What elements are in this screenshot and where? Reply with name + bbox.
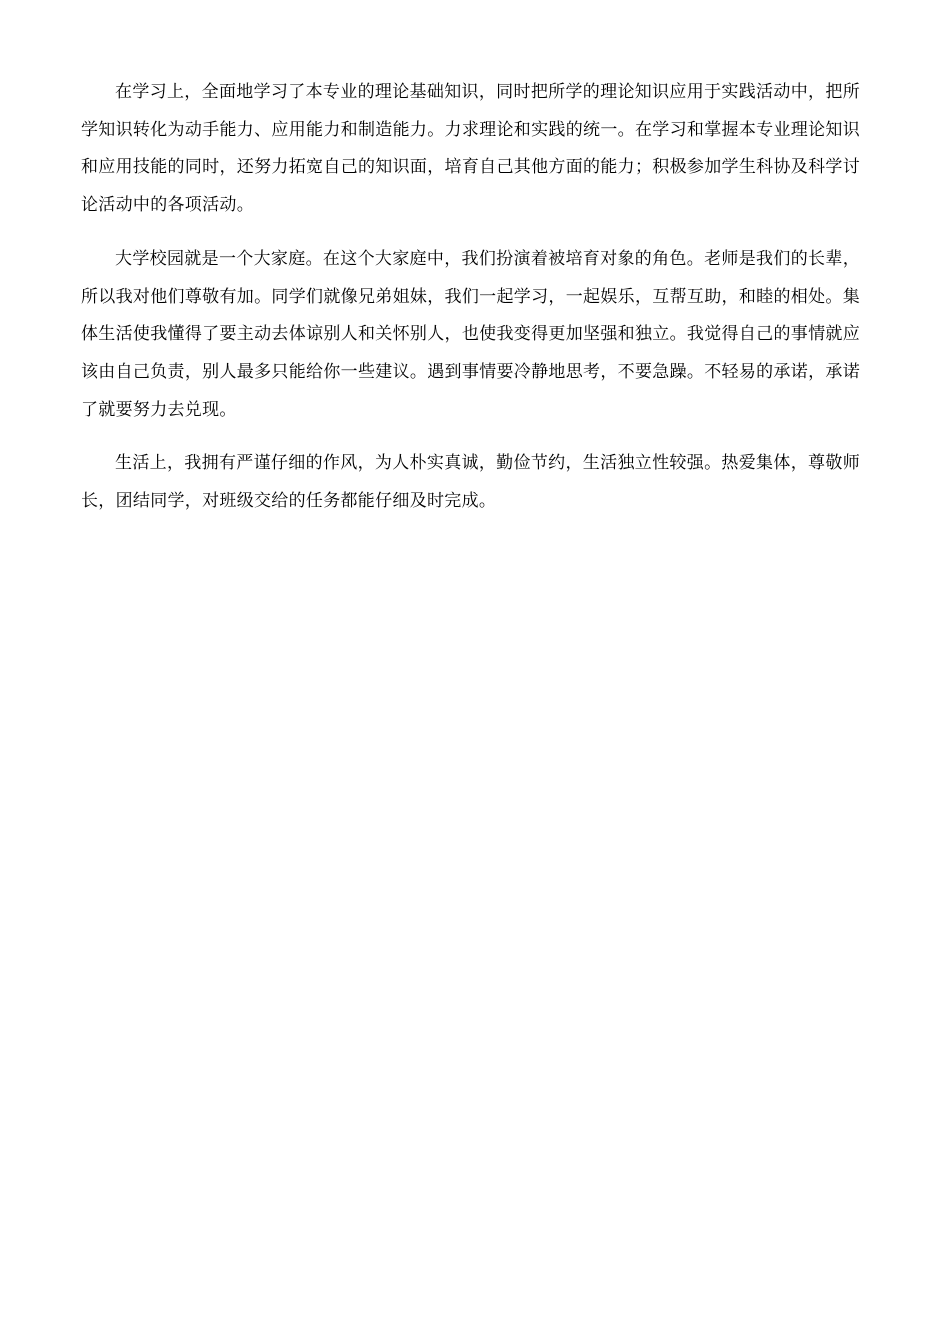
- paragraph-study: 在学习上，全面地学习了本专业的理论基础知识，同时把所学的理论知识应用于实践活动中，把所学知识转化为动手能力、应用能力和制造能力。力求理论和实践的统一。在学习和掌握本专业理论知识和应用技能的同时，还努力拓宽自己的知识面，培育自己其他方面的能力；积极参加学生科协及科学讨论活动中的各项活动。: [81, 82, 860, 216]
- paragraph-campus-life: 大学校园就是一个大家庭。在这个大家庭中，我们扮演着被培育对象的角色。老师是我们的长辈，所以我对他们尊敬有加。同学们就像兄弟姐妹，我们一起学习，一起娱乐，互帮互助，和睦的相处。集体生活使我懂得了要主动去体谅别人和关怀别人，也使我变得更加坚强和独立。我觉得自己的事情就应该由自己负责，别人最多只能给你一些建议。遇到事情要冷静地思考，不要急躁。不轻易的承诺，承诺了就要努力去兑现。: [81, 248, 860, 420]
- paragraph-daily-life: 生活上，我拥有严谨仔细的作风，为人朴实真诚，勤俭节约，生活独立性较强。热爱集体，尊敬师长，团结同学，对班级交给的任务都能仔细及时完成。: [81, 453, 860, 512]
- document-page: [81, 74, 860, 537]
